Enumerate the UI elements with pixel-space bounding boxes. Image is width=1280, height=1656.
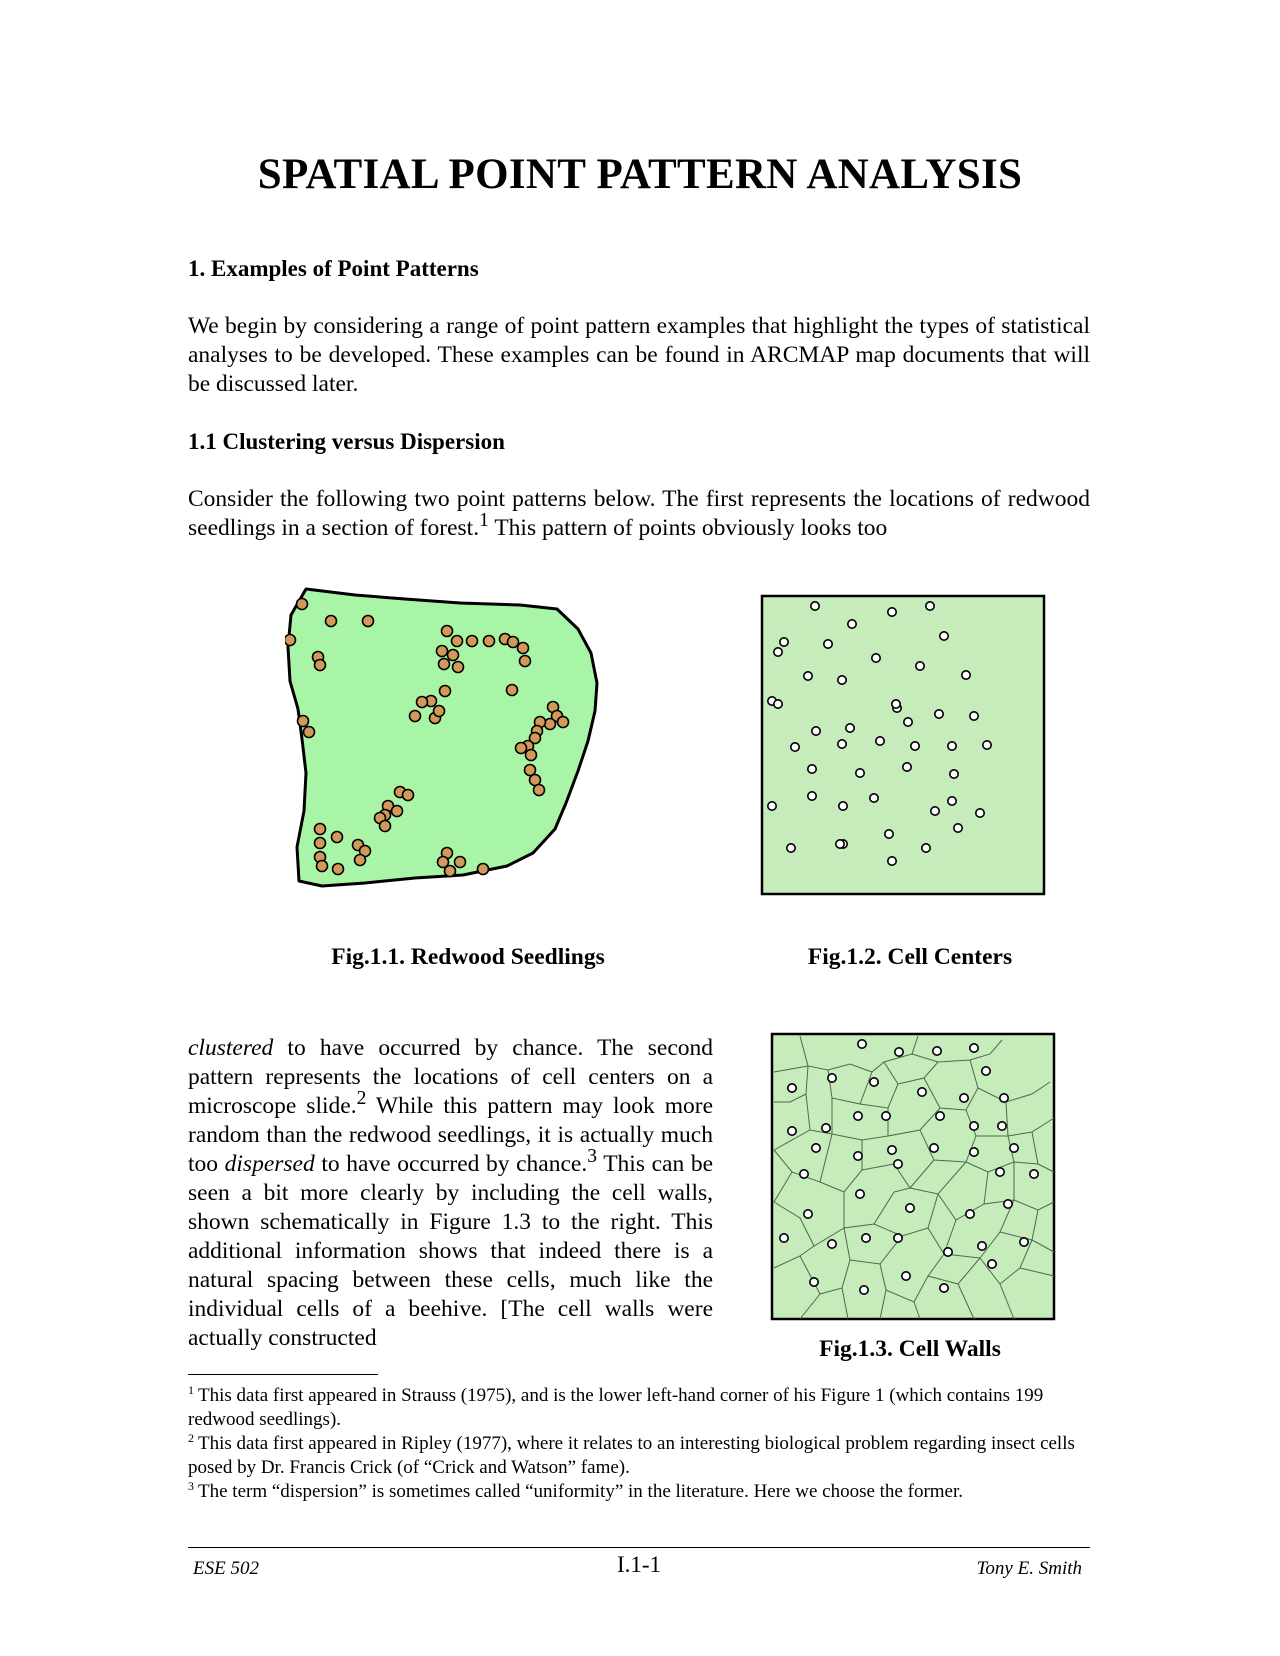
seedling-point	[545, 719, 556, 730]
cell-center-point	[930, 1144, 938, 1152]
section-1-1-paragraph	[188, 485, 1090, 543]
para-text: Consider the following two point patterns below. The first represents the locations of redwood seedlings in a section of forest.	[188, 486, 1090, 541]
cell-center-point	[940, 632, 948, 640]
cell-center-point	[774, 700, 782, 708]
seedling-point	[453, 662, 464, 673]
seedling-point	[315, 660, 326, 671]
cell-center-point	[926, 602, 934, 610]
seedling-point	[392, 806, 403, 817]
page-title: SPATIAL POINT PATTERN ANALYSIS	[257, 151, 1023, 198]
cell-center-point	[828, 1074, 836, 1082]
cell-center-point	[882, 1112, 890, 1120]
cell-center-point	[894, 1234, 902, 1242]
cell-center-point	[892, 700, 900, 708]
seedling-point	[437, 646, 448, 657]
cell-center-point	[918, 1088, 926, 1096]
cell-center-point	[804, 672, 812, 680]
seedling-point	[417, 697, 428, 708]
cell-center-point	[954, 824, 962, 832]
cell-center-point	[982, 1067, 990, 1075]
section-1-paragraph: We begin by considering a range of point pattern examples that highlight the types of statistical analyses to be developed. These examples can be found in ARCMAP map documents that will be discussed later.	[188, 313, 1090, 397]
cell-center-point	[904, 718, 912, 726]
seedling-point	[332, 832, 343, 843]
footnote-3: $^3$ The term “dispersion” is sometimes called “uniformity” in the literature. Here we choose the former.	[188, 1478, 964, 1502]
section-1-1-continued-paragraph	[188, 1034, 713, 1353]
cell-center-point	[858, 1040, 866, 1048]
cell-center-point	[808, 765, 816, 773]
seedling-point	[484, 636, 495, 647]
cell-center-point	[811, 602, 819, 610]
seedling-point	[448, 650, 459, 661]
cell-center-point	[996, 1168, 1004, 1176]
seedling-point	[526, 750, 537, 761]
section-heading-1-1: 1.1 Clustering versus Dispersion	[188, 429, 505, 454]
cell-walls-figure	[770, 1032, 1060, 1324]
cell-center-point	[856, 1190, 864, 1198]
cell-center-point	[828, 1240, 836, 1248]
cell-center-point	[1004, 1200, 1012, 1208]
footnote-separator	[188, 1374, 378, 1375]
cell-center-point	[988, 1260, 996, 1268]
cell-center-point	[838, 740, 846, 748]
cell-center-point	[787, 844, 795, 852]
seedling-point	[445, 866, 456, 877]
cell-center-point	[846, 724, 854, 732]
section-heading-1: 1. Examples of Point Patterns	[188, 256, 479, 281]
cell-center-point	[860, 1286, 868, 1294]
cell-centers-figure	[760, 590, 1050, 900]
cell-center-point	[888, 1146, 896, 1154]
cell-center-point	[1000, 1094, 1008, 1102]
cell-center-point	[848, 620, 856, 628]
seedling-point	[455, 857, 466, 868]
para-text-tail: This pattern of points obviously looks too	[488, 515, 888, 541]
cell-center-point	[948, 797, 956, 805]
cell-center-point	[998, 1122, 1006, 1130]
cell-center-point	[962, 671, 970, 679]
seedling-point	[304, 727, 315, 738]
cell-center-point	[922, 844, 930, 852]
seedling-point	[333, 864, 344, 875]
cell-center-point	[791, 743, 799, 751]
cell-center-point	[894, 1160, 902, 1168]
cell-center-point	[862, 1234, 870, 1242]
seedling-point	[452, 636, 463, 647]
footnote-ref-2: 2	[356, 1088, 367, 1110]
seedling-point	[440, 686, 451, 697]
cell-center-point	[872, 654, 880, 662]
cell-center-point	[936, 1112, 944, 1120]
cell-center-point	[888, 608, 896, 616]
cell-center-point	[888, 857, 896, 865]
cell-center-point	[810, 1278, 818, 1286]
cell-center-point	[812, 727, 820, 735]
para-text: to have occurred by chance. The second pattern represents the locations of cell centers on a microscope slide.	[188, 1035, 713, 1119]
cell-walls-frame	[772, 1034, 1054, 1319]
footer-author: Tony E. Smith	[976, 1558, 1082, 1579]
seedling-point	[478, 864, 489, 875]
cell-center-point	[933, 1047, 941, 1055]
cell-center-point	[966, 1210, 974, 1218]
cell-center-point	[944, 1248, 952, 1256]
seedling-point	[518, 643, 529, 654]
cell-center-point	[903, 763, 911, 771]
footnote-1: $^1$ This data first appeared in Strauss (1975), and is the lower left-hand corner of his Figure 1 (which contains 199 redwood seedlings).	[188, 1382, 1044, 1430]
cell-center-point	[1010, 1144, 1018, 1152]
emphasis-clustered: clustered	[188, 1035, 274, 1061]
cell-center-point	[800, 1170, 808, 1178]
fig-1-3-caption: Fig.1.3. Cell Walls	[819, 1336, 1001, 1362]
cell-center-point	[931, 807, 939, 815]
seedling-point	[442, 626, 453, 637]
cell-center-point	[895, 1048, 903, 1056]
seedling-point	[520, 656, 531, 667]
seedling-point	[315, 838, 326, 849]
seedling-point	[380, 821, 391, 832]
footnotes	[188, 1384, 1088, 1504]
cell-center-point	[836, 840, 844, 848]
cell-center-point	[870, 1078, 878, 1086]
cell-center-point	[822, 1124, 830, 1132]
cell-center-point	[902, 1272, 910, 1280]
seedling-point	[298, 716, 309, 727]
seedling-point	[434, 706, 445, 717]
footer-course: ESE 502	[193, 1558, 259, 1579]
seedling-point	[410, 711, 421, 722]
page-number: I.1-1	[616, 1552, 662, 1577]
cell-center-point	[911, 742, 919, 750]
seedling-point	[355, 855, 366, 866]
cell-center-point	[906, 1204, 914, 1212]
cell-center-point	[839, 802, 847, 810]
footnote-ref-3: 3	[587, 1146, 598, 1168]
cell-center-point	[808, 792, 816, 800]
cell-center-point	[804, 1210, 812, 1218]
seedling-point	[507, 685, 518, 696]
para-text: to have occurred by chance.	[314, 1151, 588, 1177]
cell-center-point	[876, 737, 884, 745]
footnote-ref-1: 1	[479, 510, 489, 532]
fig-1-1-caption: Fig.1.1. Redwood Seedlings	[331, 944, 605, 970]
cell-center-point	[824, 640, 832, 648]
cell-center-point	[970, 1122, 978, 1130]
cell-center-point	[788, 1084, 796, 1092]
cell-centers-frame	[762, 596, 1044, 894]
seedling-point	[326, 616, 337, 627]
seedling-point	[403, 790, 414, 801]
seedling-point	[285, 635, 296, 646]
cell-center-point	[978, 1242, 986, 1250]
seedling-point	[558, 717, 569, 728]
cell-center-point	[838, 676, 846, 684]
para-text: This can be seen a bit more clearly by including the cell walls, shown schematically in Figure 1.3 to the right. This additional information shows that indeed there is a natural spacing between these cells, much like the individual cells of a beehive. [The cell walls were actually constructed	[188, 1151, 713, 1351]
para-text: While this pattern may look more random than the redwood seedlings, it is actually much too	[188, 1093, 713, 1177]
seedling-point	[534, 785, 545, 796]
cell-center-point	[970, 712, 978, 720]
cell-center-point	[856, 769, 864, 777]
redwood-seedlings-figure	[285, 585, 625, 915]
cell-center-point	[970, 1148, 978, 1156]
footnote-2: $^2$ This data first appeared in Ripley (1977), where it relates to an interesting biological problem regarding insect cells posed by Dr. Francis Crick (of “Crick and Watson” fame).	[188, 1430, 1075, 1478]
cell-center-point	[854, 1112, 862, 1120]
cell-center-point	[948, 742, 956, 750]
cell-center-point	[870, 794, 878, 802]
cell-center-point	[854, 1152, 862, 1160]
seedling-point	[315, 824, 326, 835]
cell-center-point	[940, 1284, 948, 1292]
footer-rule	[188, 1547, 1090, 1548]
seedling-point	[467, 636, 478, 647]
seedling-point	[516, 743, 527, 754]
seedling-point	[508, 637, 519, 648]
cell-center-point	[976, 809, 984, 817]
seedling-point	[297, 599, 308, 610]
cell-center-point	[885, 830, 893, 838]
cell-center-point	[950, 770, 958, 778]
cell-center-point	[780, 1234, 788, 1242]
cell-center-point	[935, 710, 943, 718]
cell-center-point	[1030, 1170, 1038, 1178]
cell-center-point	[780, 638, 788, 646]
cell-center-point	[916, 662, 924, 670]
cell-center-point	[768, 802, 776, 810]
cell-center-point	[983, 741, 991, 749]
seedling-point	[317, 861, 328, 872]
cell-center-point	[960, 1094, 968, 1102]
cell-center-point	[1020, 1238, 1028, 1246]
cell-center-point	[774, 648, 782, 656]
seedling-point	[363, 616, 374, 627]
seedling-point	[439, 659, 450, 670]
cell-center-point	[970, 1044, 978, 1052]
emphasis-dispersed: dispersed	[224, 1151, 315, 1177]
page-footer	[188, 1552, 1090, 1582]
fig-1-2-caption: Fig.1.2. Cell Centers	[807, 944, 1013, 970]
cell-center-point	[788, 1127, 796, 1135]
cell-center-point	[812, 1144, 820, 1152]
